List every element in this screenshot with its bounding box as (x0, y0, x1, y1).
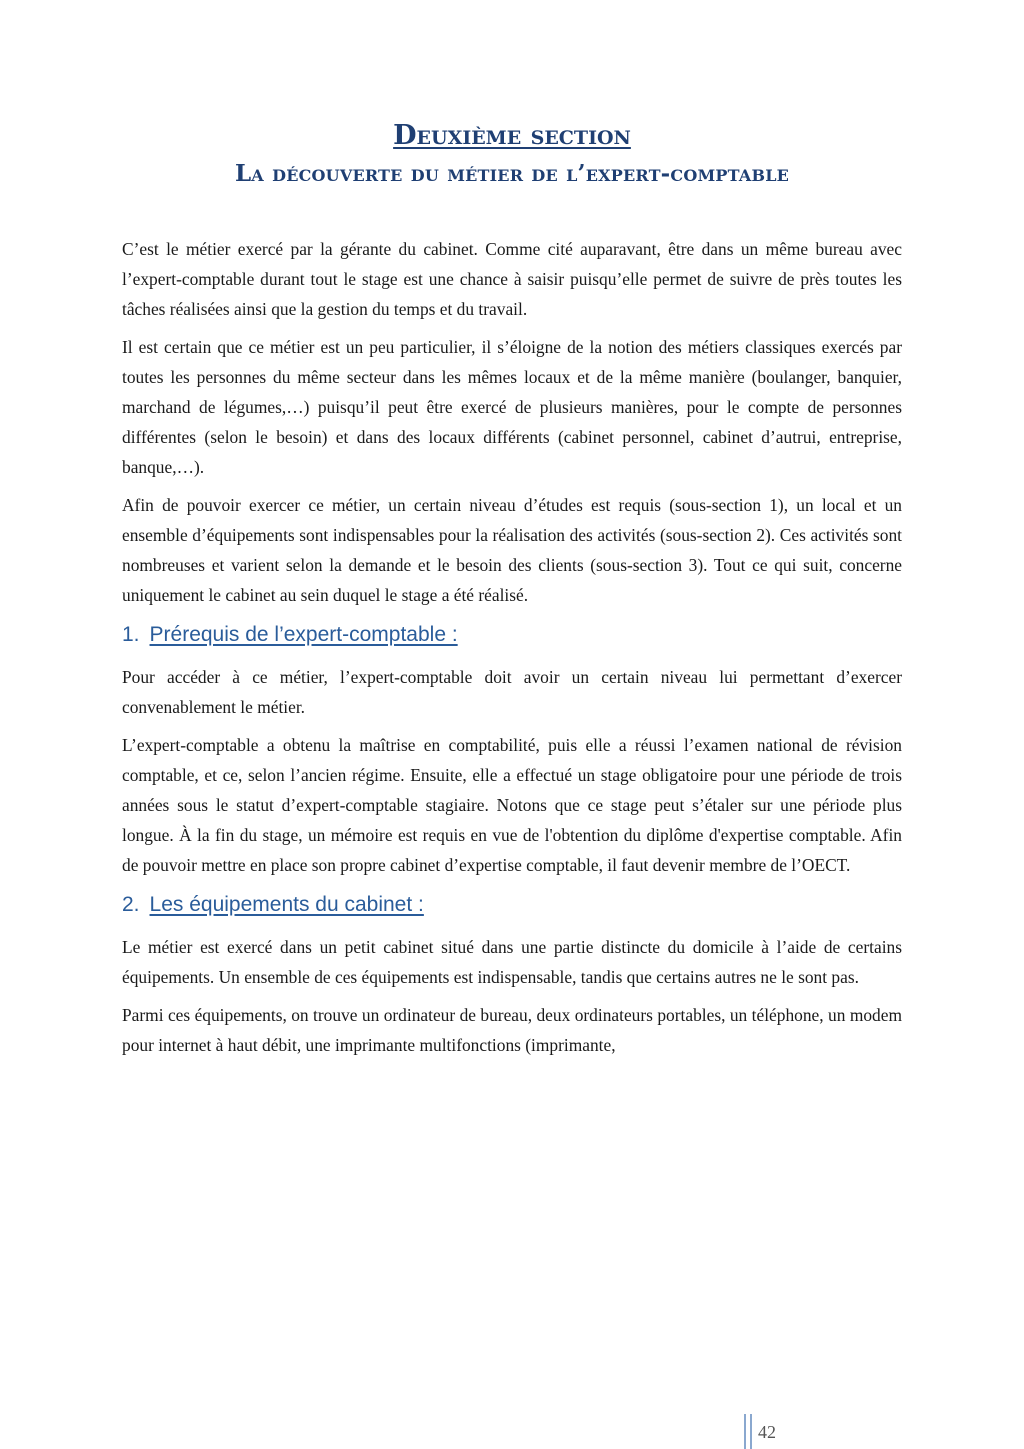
subsection-2-paragraph-1: Le métier est exercé dans un petit cabinet situé dans une partie distincte du domicile à l’aide de certains équipements. Un ensemble de ces équipements est indispensable, tandis que certains autres ne le sont pas. (122, 937, 902, 987)
subsection-1-paragraph-2: L’expert-comptable a obtenu la maîtrise en comptabilité, puis elle a réussi l’examen national de révision comptable, et ce, selon l’ancien régime. Ensuite, elle a effectué un stage obligatoire pour une période de trois années sous le statut d’expert-comptable stagiaire. Notons que ce stage peut s’étaler sur une période plus longue. À la fin du stage, un mémoire est requis en vue de l'obtention du diplôme d'expertise comptable. Afin de pouvoir mettre en place son propre cabinet d’expertise comptable, il faut devenir membre de l’OECT. (122, 735, 902, 875)
subsection-1-heading (122, 620, 902, 650)
subsection-1-title: Prérequis de l’expert-comptable : (149, 623, 458, 646)
subsection-2-title: Les équipements du cabinet : (149, 893, 424, 916)
subsection-1-paragraph-1: Pour accéder à ce métier, l’expert-comptable doit avoir un certain niveau lui permettant d’exercer convenablement le métier. (122, 667, 902, 717)
document-page (122, 118, 902, 1068)
subsection-2-number: 2. (122, 893, 140, 916)
intro-paragraph-2: Il est certain que ce métier est un peu particulier, il s’éloigne de la notion des métiers classiques exercés par toutes les personnes du même secteur dans les mêmes locaux et de la même manière (boulanger, banquier, marchand de légumes,…) puisqu’il peut être exercé de plusieurs manières, pour le compte de personnes différentes (selon le besoin) et dans des locaux différents (cabinet personnel, cabinet d’autrui, entreprise, banque,…). (122, 337, 902, 477)
intro-paragraph-3: Afin de pouvoir exercer ce métier, un certain niveau d’études est requis (sous-section 1), un local et un ensemble d’équipements sont indispensables pour la réalisation des activités (sous-section 2). Ces activités sont nombreuses et varient selon la demande et le besoin des clients (sous-section 3). Tout ce qui suit, concerne uniquement le cabinet au sein duquel le stage a été réalisé. (122, 495, 902, 605)
section-title: Deuxième section (393, 120, 631, 151)
subsection-1-number: 1. (122, 623, 140, 646)
subsection-2-heading (122, 890, 902, 920)
intro-paragraph-1: C’est le métier exercé par la gérante du cabinet. Comme cité auparavant, être dans un même bureau avec l’expert-comptable durant tout le stage est une chance à saisir puisqu’elle permet de suivre de près toutes les tâches réalisées ainsi que la gestion du temps et du travail. (122, 239, 902, 319)
page-footer (744, 1414, 804, 1449)
subsection-2-paragraph-2: Parmi ces équipements, on trouve un ordinateur de bureau, deux ordinateurs portables, un téléphone, un modem pour internet à haut débit, une imprimante multifonctions (imprimante, (122, 1005, 902, 1055)
footer-divider (744, 1414, 752, 1449)
section-subtitle: La découverte du métier de l’expert-comptable (234, 160, 790, 187)
page-number: 42 (758, 1422, 776, 1442)
